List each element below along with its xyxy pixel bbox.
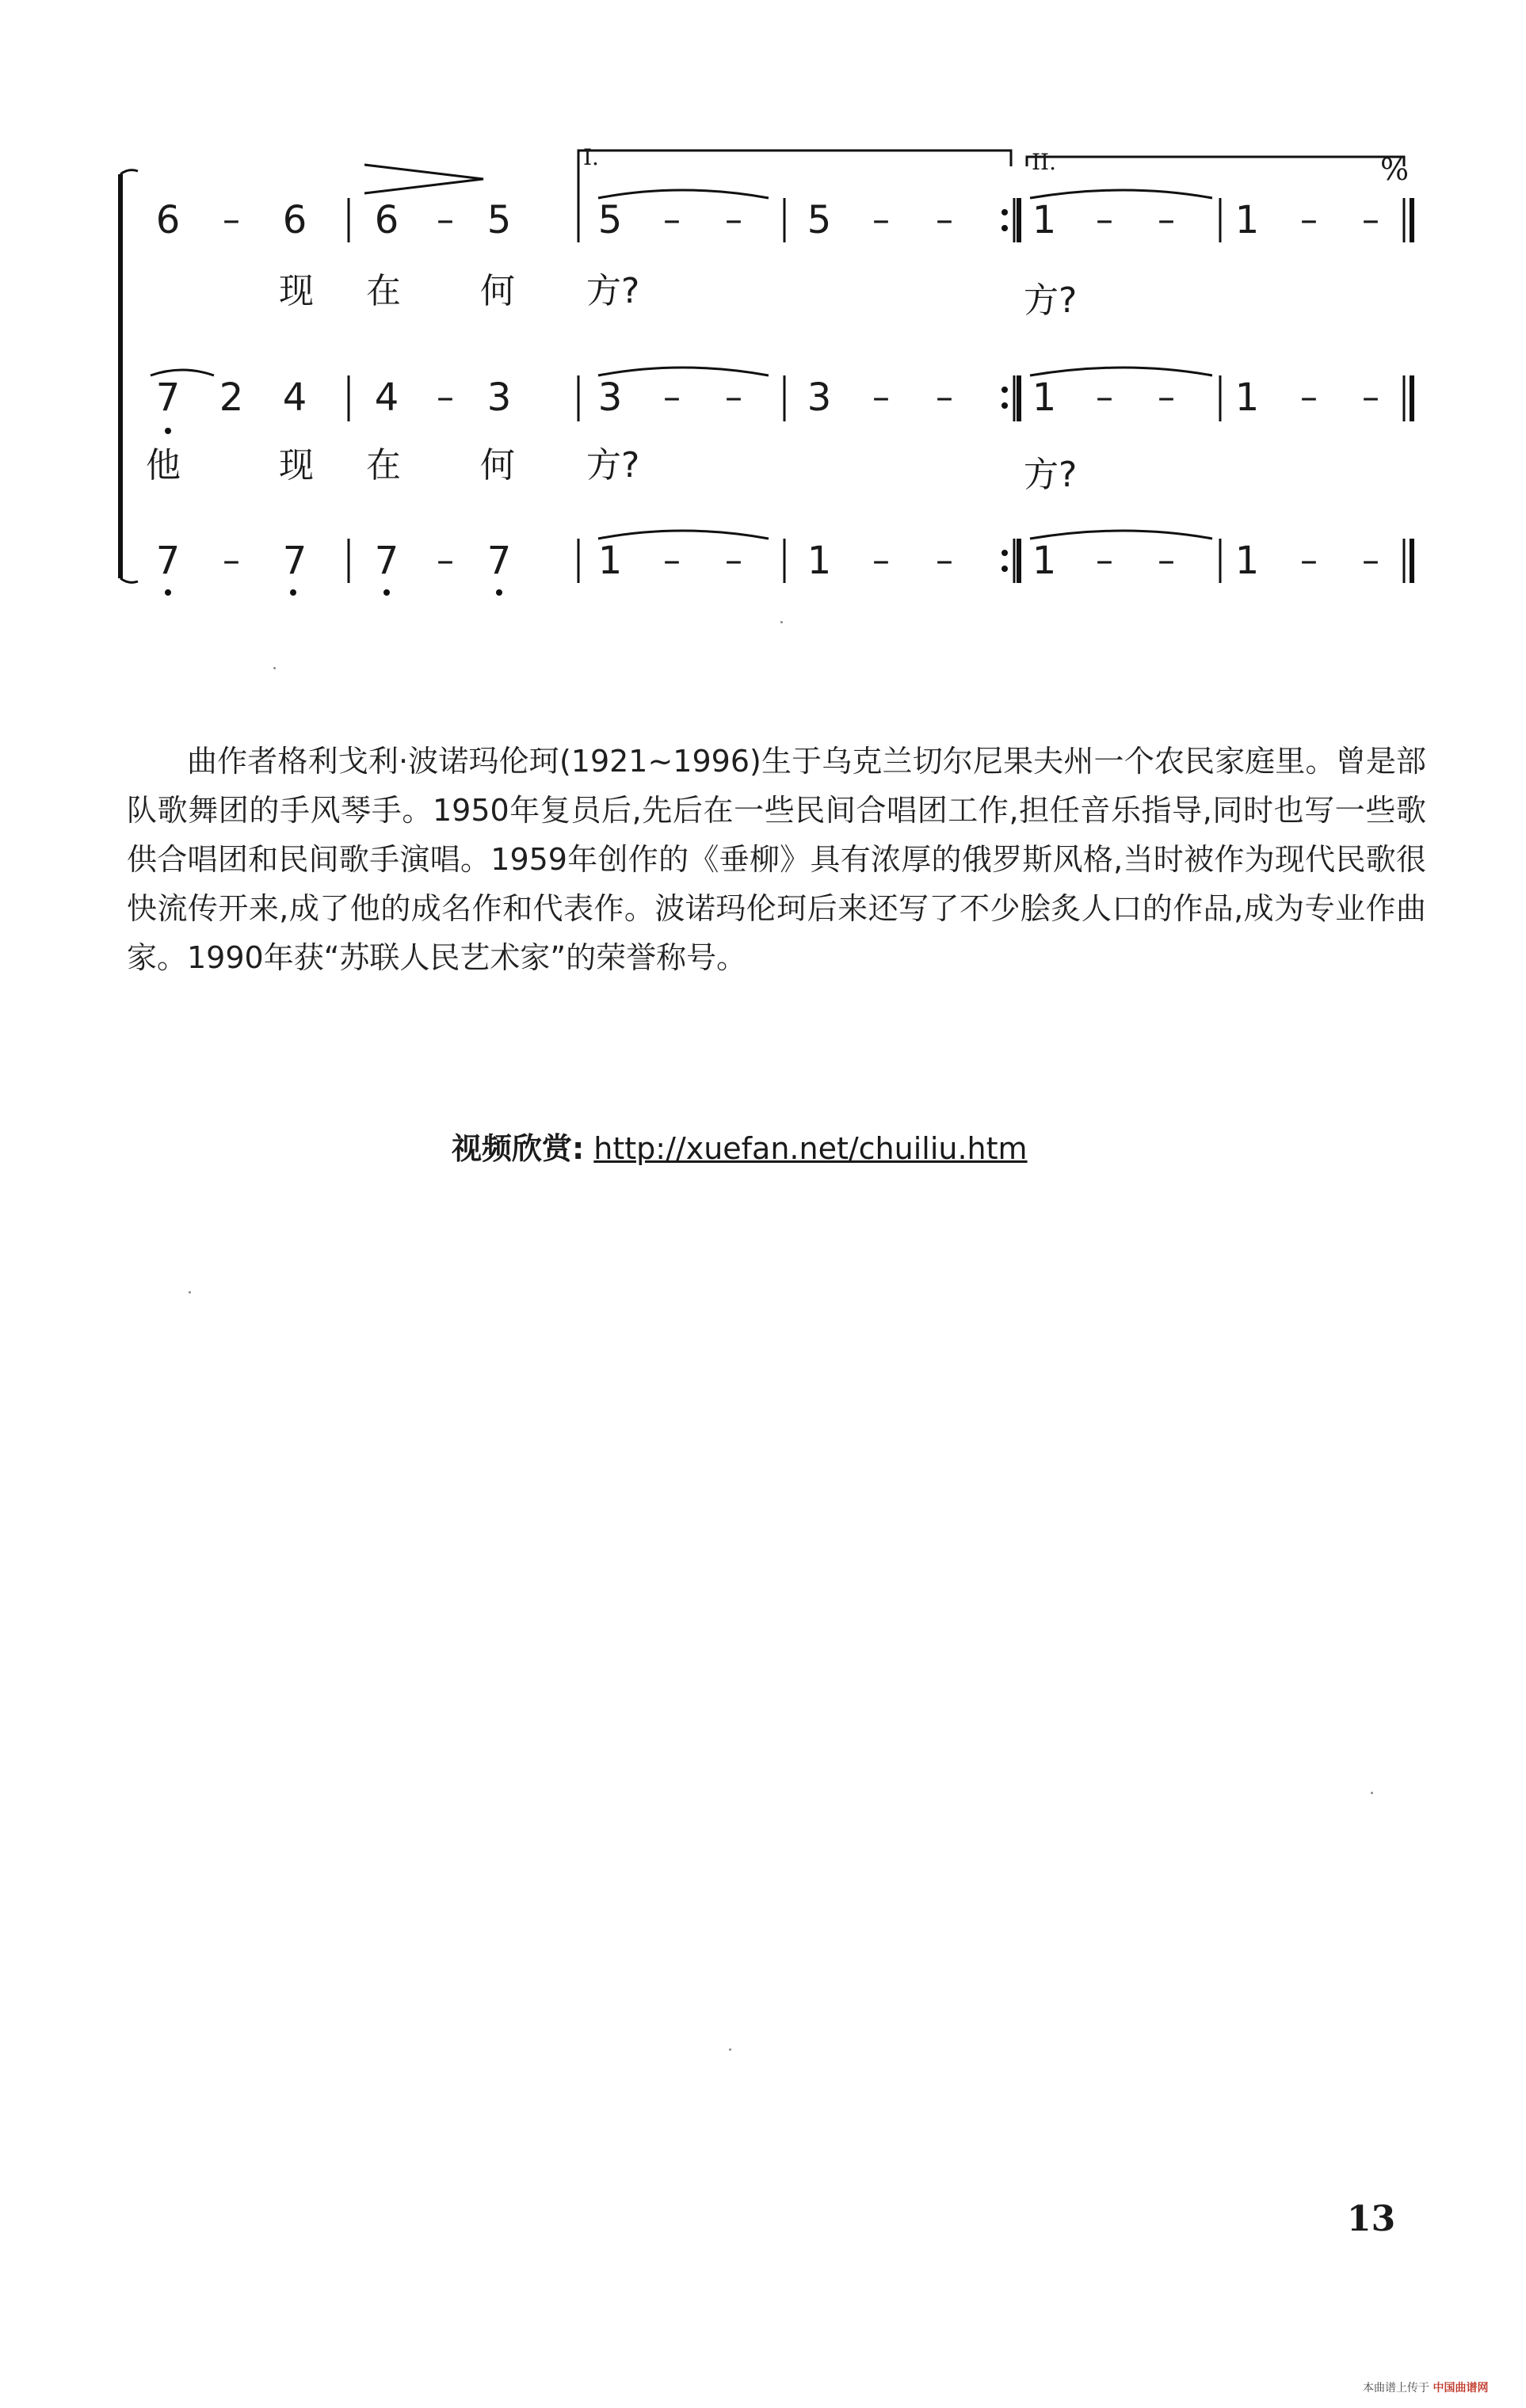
dash: –: [725, 377, 742, 417]
note: 1: [1234, 198, 1260, 242]
note: 4: [374, 375, 399, 420]
lyric: 何: [480, 445, 515, 486]
note: 4: [282, 375, 307, 420]
note: 7: [486, 539, 512, 583]
lyric: 方?: [1024, 280, 1078, 321]
scan-speck: [273, 667, 276, 669]
dash: –: [1158, 540, 1175, 581]
volta-2-label: II.: [1032, 149, 1057, 175]
note: 5: [807, 198, 832, 242]
dash: –: [1096, 377, 1113, 417]
dash: –: [1096, 540, 1113, 581]
dash: –: [1300, 200, 1318, 240]
dash: –: [1362, 200, 1379, 240]
note: 5: [486, 198, 512, 242]
dash: –: [663, 200, 681, 240]
dash: –: [437, 540, 454, 581]
volta-1-label: I.: [583, 144, 599, 170]
lyric: 在: [366, 271, 401, 311]
note: 1: [807, 539, 832, 583]
note: 1: [1234, 375, 1260, 420]
dash: –: [223, 540, 240, 581]
composer-biography: 曲作者格利戈利·波诺玛伦珂(1921~1996)生于乌克兰切尔尼果夫州一个农民家庭里。曾是部队歌舞团的手风琴手。1950年复员后,先后在一些民间合唱团工作,担任音乐指导,同时也写一些歌供合唱团和民间歌手演唱。1959年创作的《垂柳》具有浓厚的俄罗斯风格,当时被作为现代民歌很快流传开来,成了他的成名作和代表作。波诺玛伦珂后来还写了不少脍炙人口的作品,成为专业作曲家。1990年获“苏联人民艺术家”的荣誉称号。: [127, 744, 1426, 975]
note: 7: [374, 539, 399, 583]
dash: –: [1096, 200, 1113, 240]
note: 3: [597, 375, 623, 420]
volta-2-bracket: [1027, 157, 1404, 166]
note: 1: [1032, 375, 1057, 420]
dash: –: [872, 200, 890, 240]
dash: –: [1158, 200, 1175, 240]
video-link[interactable]: http://xuefan.net/chuiliu.htm: [593, 1131, 1028, 1166]
dash: –: [437, 200, 454, 240]
lyric: 方?: [586, 445, 640, 486]
footer-credit: [1363, 2379, 1488, 2395]
note: 3: [486, 375, 512, 420]
note: 1: [1032, 539, 1057, 583]
dash: –: [1300, 377, 1318, 417]
lyric: 现: [279, 445, 314, 486]
lyric: 他: [146, 445, 181, 486]
note: 7: [155, 375, 181, 420]
dash: –: [936, 540, 953, 581]
dash: –: [872, 377, 890, 417]
note: 6: [155, 198, 181, 242]
note: 1: [597, 539, 623, 583]
page-number: 13: [1347, 2199, 1396, 2239]
lyric: 在: [366, 445, 401, 486]
note: 1: [1234, 539, 1260, 583]
dash: –: [725, 540, 742, 581]
note: 6: [282, 198, 307, 242]
dash: –: [663, 377, 681, 417]
dash: –: [223, 200, 240, 240]
accent-hairpin: [364, 165, 483, 193]
dash: –: [1362, 377, 1379, 417]
dash: –: [1158, 377, 1175, 417]
scan-speck: [780, 621, 783, 623]
repeat-dots: [1001, 209, 1008, 572]
video-line: [452, 1126, 1028, 1171]
lyric: 何: [480, 271, 515, 311]
footer-text: 本曲谱上传于: [1363, 2382, 1429, 2395]
note: 7: [282, 539, 307, 583]
scan-speck: [729, 2048, 731, 2051]
note: 3: [807, 375, 832, 420]
dash: –: [872, 540, 890, 581]
scan-speck: [189, 1291, 191, 1294]
scan-speck: [1371, 1792, 1373, 1794]
dash: –: [663, 540, 681, 581]
dash: –: [936, 200, 953, 240]
lyric: 现: [279, 271, 314, 311]
dash: –: [936, 377, 953, 417]
note: 2: [219, 375, 244, 420]
dash: –: [1362, 540, 1379, 581]
lyric: 方?: [1024, 455, 1078, 495]
music-score: [111, 135, 1426, 626]
note: 1: [1032, 198, 1057, 242]
dash: –: [725, 200, 742, 240]
note: 6: [374, 198, 399, 242]
segno-sign: %: [1380, 152, 1410, 187]
dash: –: [437, 377, 454, 417]
note: 7: [155, 539, 181, 583]
lyric: 方?: [586, 271, 640, 311]
footer-logo: 中国曲谱网: [1433, 2382, 1489, 2395]
video-label: 视频欣赏:: [452, 1131, 585, 1166]
dash: –: [1300, 540, 1318, 581]
note: 5: [597, 198, 623, 242]
